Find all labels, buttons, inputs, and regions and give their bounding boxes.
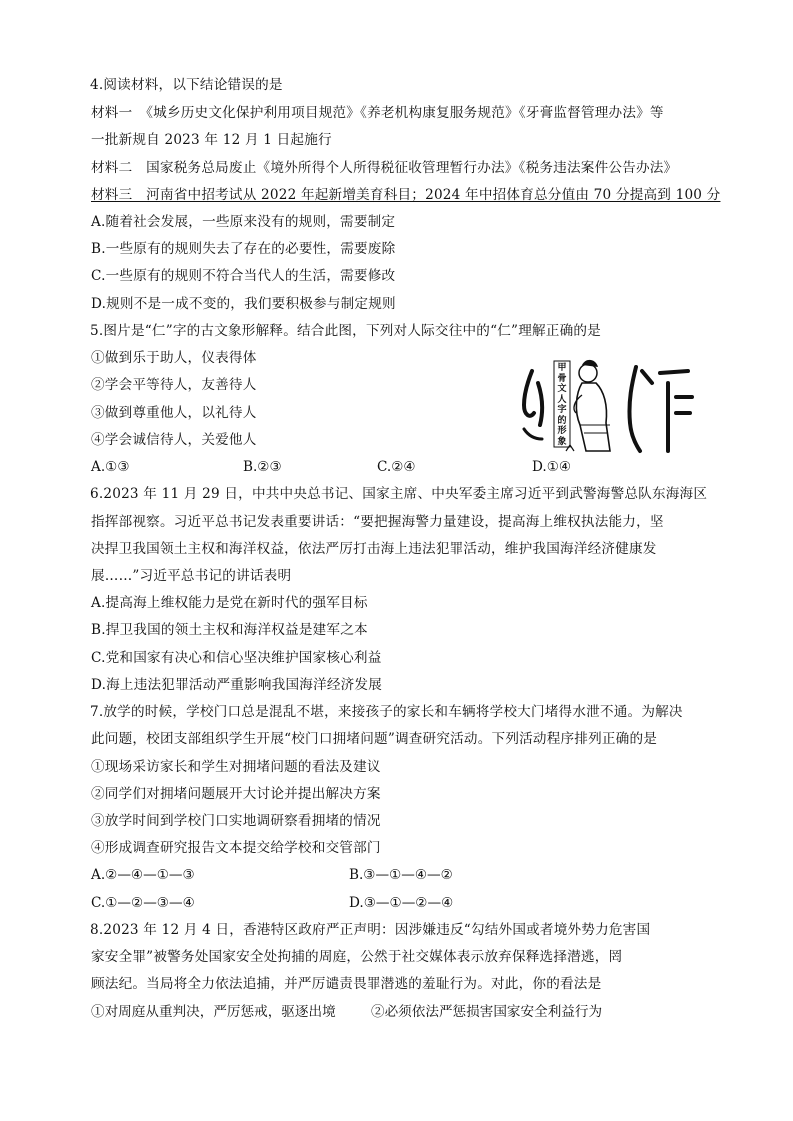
q8-line-2: 家安全罪”被警务处国家安全处拘捕的周庭，公然于社交媒体表示放弃保释选择潜逃，罔 — [91, 949, 623, 965]
q7-item-2: ②同学们对拥堵问题展开大讨论并提出解决方案 — [91, 786, 381, 802]
q6-option-a: A.提高海上维权能力是党在新时代的强军目标 — [91, 595, 368, 611]
q7-item-1: ①现场采访家长和学生对拥堵问题的看法及建议 — [91, 759, 381, 775]
q6-option-d: D.海上违法犯罪活动严重影响我国海洋经济发展 — [91, 677, 383, 693]
q5-item-1: ①做到乐于助人，仪表得体 — [91, 350, 257, 366]
q5-option-d: D.①④ — [532, 459, 572, 475]
q8-item-2: ②必须依法严惩损害国家安全利益行为 — [371, 1004, 603, 1020]
q8-item-1: ①对周庭从重判决，严厉惩戒，驱逐出境 — [91, 1004, 336, 1020]
q6-option-b: B.捍卫我国的领土主权和海洋权益是建军之本 — [91, 622, 368, 638]
q5-item-4: ④学会诚信待人，关爱他人 — [91, 432, 257, 448]
q5-option-b: B.②③ — [243, 459, 282, 475]
oracle-bone-ren-illustration — [510, 353, 700, 463]
q4-stem: 4.阅读材料，以下结论错误的是 — [90, 77, 283, 93]
q5-item-3: ③做到尊重他人，以礼待人 — [91, 405, 257, 421]
q5-option-c: C.②④ — [377, 459, 416, 475]
q4-material-2: 材料二 国家税务总局废止《境外所得个人所得税征收管理暂行办法》《税务违法案件公告办法》 — [91, 160, 678, 176]
q7-item-4: ④形成调查研究报告文本提交给学校和交管部门 — [91, 840, 381, 856]
q4-option-c: C.一些原有的规则不符合当代人的生活，需要修改 — [91, 268, 396, 284]
q6-line-3: 决捍卫我国领土主权和海洋权益，依法严厉打击海上违法犯罪活动，维护我国海洋经济健康发 — [91, 541, 657, 557]
q7-item-3: ③放学时间到学校门口实地调研察看拥堵的情况 — [91, 813, 381, 829]
q7-line-2: 此问题，校团支部组织学生开展“校门口拥堵问题”调查研究活动。下列活动程序排列正确的是 — [91, 731, 658, 747]
q5-item-2: ②学会平等待人，友善待人 — [91, 377, 257, 393]
q4-material-3: 材料三 河南省中招考试从 2022 年起新增美育科目；2024 年中招体育总分值由 70 分提高到 100 分 — [91, 187, 721, 203]
q6-line-1: 6.2023 年 11 月 29 日，中共中央总书记、国家主席、中央军委主席习近平到武警海警总队东海海区 — [90, 486, 708, 502]
q4-option-b: B.一些原有的规则失去了存在的必要性，需要废除 — [91, 241, 396, 257]
q7-option-d: D.③—①—②—④ — [349, 895, 454, 911]
q6-line-2: 指挥部视察。习近平总书记发表重要讲话：“要把握海警力量建设，提高海上维权执法能力，坚 — [91, 514, 664, 530]
q7-option-c: C.①—②—③—④ — [91, 895, 195, 911]
ren-character-figure — [510, 353, 700, 463]
q5-option-a: A.①③ — [91, 459, 130, 475]
q7-option-a: A.②—④—①—③ — [91, 867, 195, 883]
q7-line-1: 7.放学的时候，学校门口总是混乱不堪，来接孩子的家长和车辆将学校大门堵得水泄不通。为解决 — [90, 704, 683, 720]
q5-stem: 5.图片是“仁”字的古文象形解释。结合此图，下列对人际交往中的“仁”理解正确的是 — [90, 323, 601, 339]
q6-option-c: C.党和国家有决心和信心坚决维护国家核心利益 — [91, 650, 382, 666]
q4-material-1-line-1: 材料一 《城乡历史文化保护利用项目规范》《养老机构康复服务规范》《牙膏监督管理办法》等 — [91, 105, 664, 121]
q6-line-4: 展……”习近平总书记的讲话表明 — [91, 568, 292, 584]
q8-line-3: 顾法纪。当局将全力依法追捕，并严厉谴责畏罪潜逃的羞耻行为。对此，你的看法是 — [91, 976, 602, 992]
q4-option-a: A.随着社会发展，一些原来没有的规则，需要制定 — [91, 214, 396, 230]
figure-vertical-label: 甲骨文人字的形象 — [557, 363, 567, 447]
q8-line-1: 8.2023 年 12 月 4 日，香港特区政府严正声明：因涉嫌违反“勾结外国或者境外势力危害国 — [90, 922, 651, 938]
q4-option-d: D.规则不是一成不变的，我们要积极参与制定规则 — [91, 296, 396, 312]
q7-option-b: B.③—①—④—② — [349, 867, 453, 883]
q4-material-1-line-2: 一批新规自 2023 年 12 月 1 日起施行 — [91, 132, 332, 148]
